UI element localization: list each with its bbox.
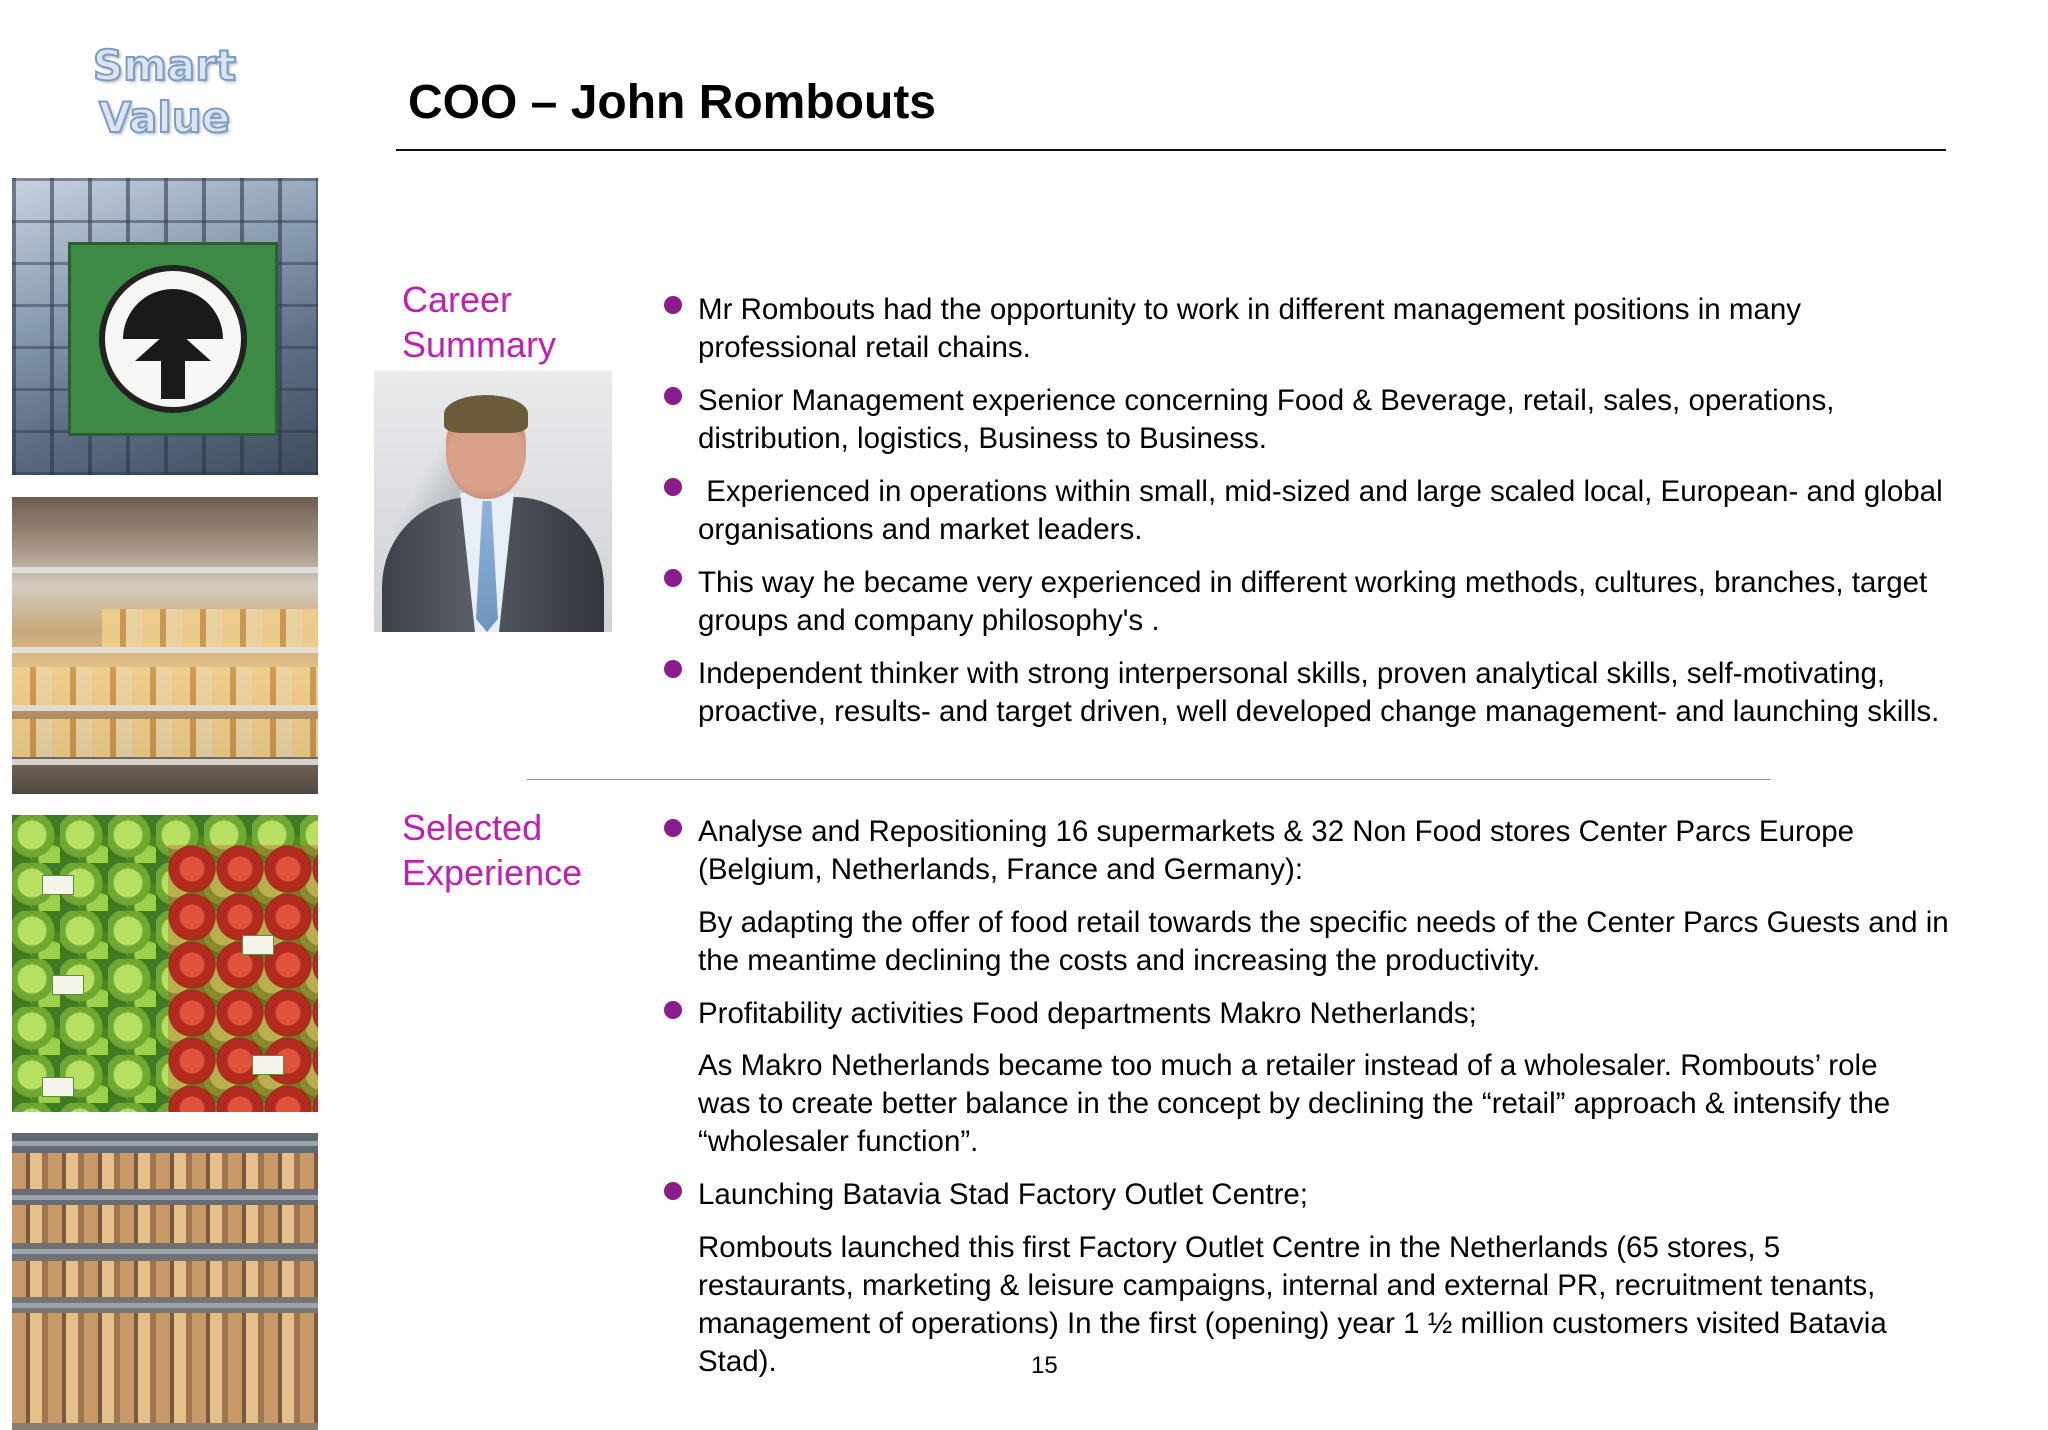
smart-value-logo: [92, 40, 237, 144]
grocery-shelves-photo: [12, 1133, 318, 1430]
page-number: 15: [1031, 1352, 1058, 1379]
bullet-icon: [664, 1001, 682, 1019]
bullet-icon: [664, 296, 682, 314]
career-bullet: This way he became very experienced in different working methods, cultures, branches, target groups and company philosophy's .: [698, 566, 1928, 637]
bakery-counter-photo: [12, 497, 318, 794]
experience-detail: As Makro Netherlands became too much a retailer instead of a wholesaler. Rombouts’ role was to create better balance in the concept by declining the “retail” approach & intensify the “wholesaler function”.: [698, 1049, 1891, 1158]
career-summary-heading: Career Summary: [402, 279, 557, 365]
experience-detail: By adapting the offer of food retail towards the specific needs of the Center Parcs Guests and in the meantime declining the costs and increasing the productivity.: [698, 906, 1949, 977]
experience-detail: Rombouts launched this first Factory Outlet Centre in the Netherlands (65 stores, 5 restaurants, marketing & leisure campaigns, internal and external PR, recruitment tenants, management of operations) In the first (opening) year 1 ½ million customers visited Batavia Stad).: [698, 1231, 1887, 1378]
career-bullet: Mr Rombouts had the opportunity to work in different management positions in many professional retail chains.: [698, 293, 1802, 364]
bullet-icon: [664, 660, 682, 678]
direction-sign: [68, 242, 278, 436]
apples-display-photo: [12, 815, 318, 1112]
bullet-icon: [664, 478, 682, 496]
experience-bullet: Launching Batavia Stad Factory Outlet Centre;: [698, 1178, 1309, 1211]
section-divider: [527, 779, 1771, 780]
bullet-icon: [664, 1182, 682, 1200]
bullet-icon: [664, 387, 682, 405]
selected-experience-heading: Selected Experience: [402, 807, 583, 893]
experience-bullet: Profitability activities Food departments Makro Netherlands;: [698, 997, 1477, 1030]
station-sign-photo: [12, 178, 318, 475]
logo-line-1: Smart: [92, 41, 237, 90]
career-bullet: Independent thinker with strong interpersonal skills, proven analytical skills, self-motivating, proactive, results- and target driven, well developed change management- and launching skills.: [698, 657, 1940, 728]
arrow-up-icon: [135, 327, 211, 361]
logo-line-2: Value: [98, 93, 231, 142]
bullet-icon: [664, 819, 682, 837]
career-bullet: Experienced in operations within small, mid-sized and large scaled local, European- and global organisations and market leaders.: [698, 475, 1951, 546]
title-divider: [396, 149, 1946, 151]
experience-bullet: Analyse and Repositioning 16 supermarkets & 32 Non Food stores Center Parcs Europe (Belgium, Netherlands, France and Germany):: [698, 815, 1855, 886]
career-bullet: Senior Management experience concerning Food & Beverage, retail, sales, operations, distribution, logistics, Business to Business.: [698, 384, 1835, 455]
page-title: COO – John Rombouts: [408, 76, 936, 129]
john-rombouts-portrait: [374, 371, 612, 632]
bullet-icon: [664, 569, 682, 587]
